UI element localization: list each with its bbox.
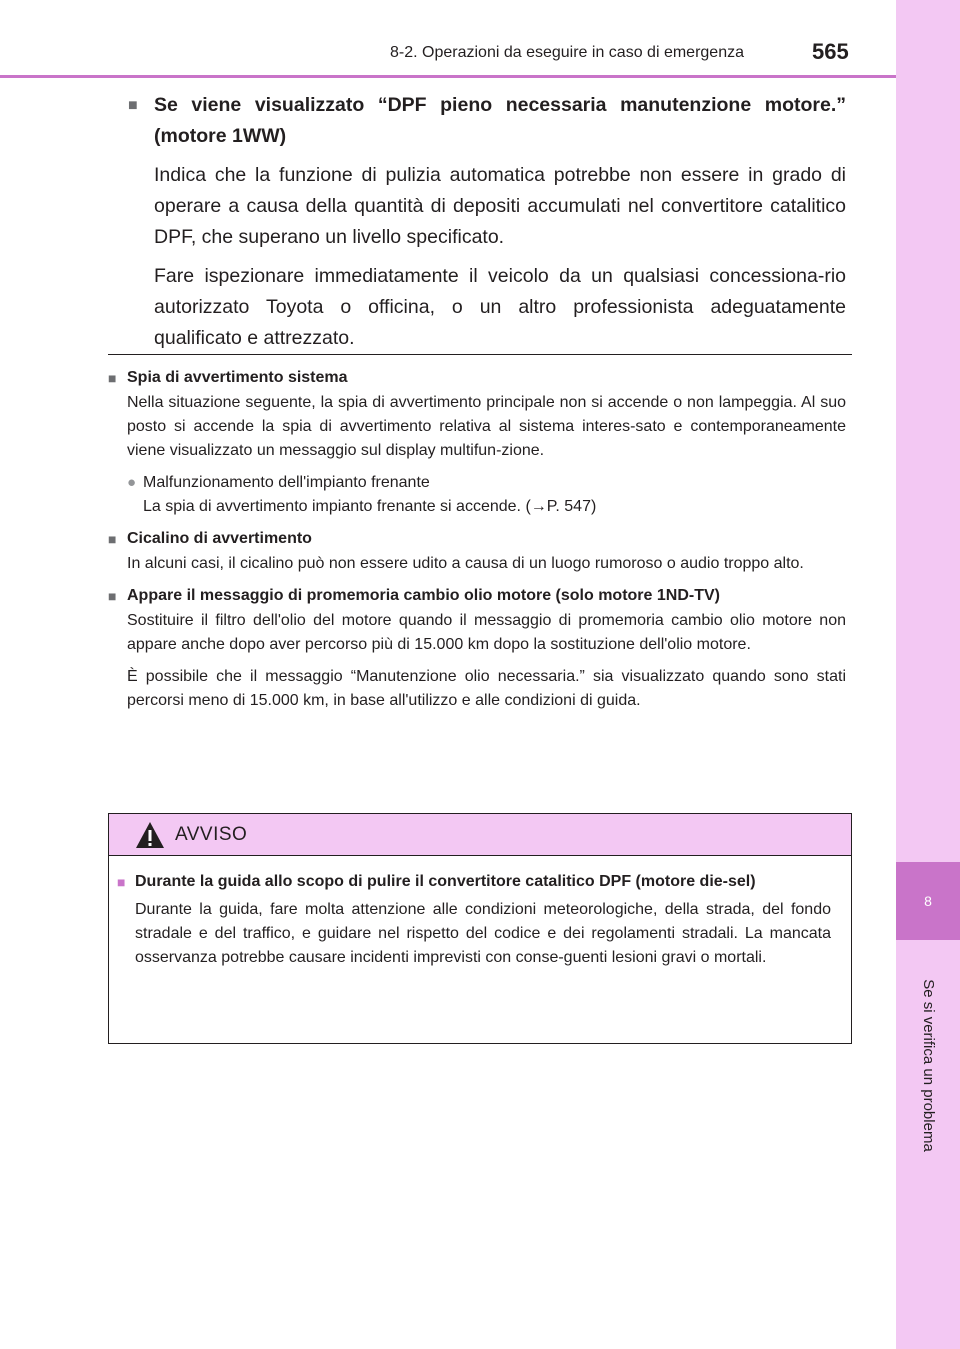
note-heading: [108, 584, 846, 608]
lead-title-text: Se viene visualizzato “DPF pieno necessaria manutenzione motore.” (motore 1WW): [154, 94, 846, 147]
warning-label: AVVISO: [175, 823, 248, 845]
circle-bullet-icon: ●: [127, 474, 137, 491]
section-divider: [108, 354, 852, 355]
chapter-number-tab: 8: [896, 862, 960, 940]
note-title: Appare il messaggio di promemoria cambio olio motore (solo motore 1ND-TV): [127, 587, 720, 604]
warning-body: Durante la guida, fare molta attenzione alle condizioni meteorologiche, della strada, del fondo stradale e del traffico, e guidare nel rispetto del codice e dei regolamenti stradali. La mancata osservanza potrebbe causare incidenti imprevisti con conse-guenti lesioni gravi o mortali.: [135, 901, 831, 966]
lead-paragraph: Fare ispezionare immediatamente il veicolo da un qualsiasi concessiona-rio autorizzato Toyota o officina, o un altro professionista adeguatamente qualificato e attrezzato.: [154, 265, 846, 349]
note-title: Spia di avvertimento sistema: [127, 369, 348, 386]
note-body: Nella situazione seguente, la spia di avvertimento principale non si accende o non lampeggia. Al suo posto si accende la spia di avvertimento relativa al sistema interes-sato e contemporaneamente viene visualizzato un messaggio sul display multifun-zione.: [127, 394, 846, 459]
lead-section: [128, 90, 846, 354]
lead-heading: [128, 90, 846, 152]
chapter-title-text: Se si verifica un problema: [919, 978, 937, 1152]
lead-paragraph: Indica che la funzione di pulizia automatica potrebbe non essere in grado di operare a causa della quantità di depositi accumulati nel convertitore catalitico DPF, che superano un livello specificato.: [154, 164, 846, 248]
list-item: [127, 471, 846, 519]
square-bullet-icon: ■: [108, 588, 117, 604]
chapter-title: [896, 950, 960, 1180]
square-bullet-icon: ■: [117, 874, 126, 890]
square-bullet-icon: ■: [128, 97, 138, 114]
warning-header: [109, 814, 851, 856]
note-body: In alcuni casi, il cicalino può non essere udito a causa di un luogo rumoroso o audio troppo alto.: [127, 555, 804, 572]
warning-title: Durante la guida allo scopo di pulire il convertitore catalitico DPF (motore die-sel): [135, 873, 756, 890]
list-item-body: La spia di avvertimento impianto frenante si accende. (→P. 547): [143, 498, 597, 515]
list-item-title: Malfunzionamento dell'impianto frenante: [143, 474, 430, 491]
section-title: 8-2. Operazioni da eseguire in caso di emergenza: [390, 44, 744, 61]
square-bullet-icon: ■: [108, 370, 117, 386]
header-rule: [0, 75, 896, 78]
note-body: Sostituire il filtro dell'olio del motore quando il messaggio di promemoria cambio olio motore non appare anche dopo aver percorso più di 15.000 km dopo la sostituzione dell'olio motore.: [127, 612, 846, 653]
warning-triangle-icon: [135, 821, 165, 849]
note-heading: [108, 527, 846, 551]
warning-content: [109, 856, 851, 970]
note-heading: [108, 366, 846, 390]
square-bullet-icon: ■: [108, 531, 117, 547]
warning-box: [108, 813, 852, 1044]
page-number: 565: [812, 39, 849, 64]
warning-heading: [117, 870, 831, 894]
chapter-sidebar: [896, 0, 960, 1349]
note-title: Cicalino di avvertimento: [127, 530, 312, 547]
notes-section: [108, 366, 846, 713]
note-body: È possibile che il messaggio “Manutenzione olio necessaria.” sia visualizzato quando sono stati percorsi meno di 15.000 km, in base all'utilizzo e alle condizioni di guida.: [127, 668, 846, 709]
